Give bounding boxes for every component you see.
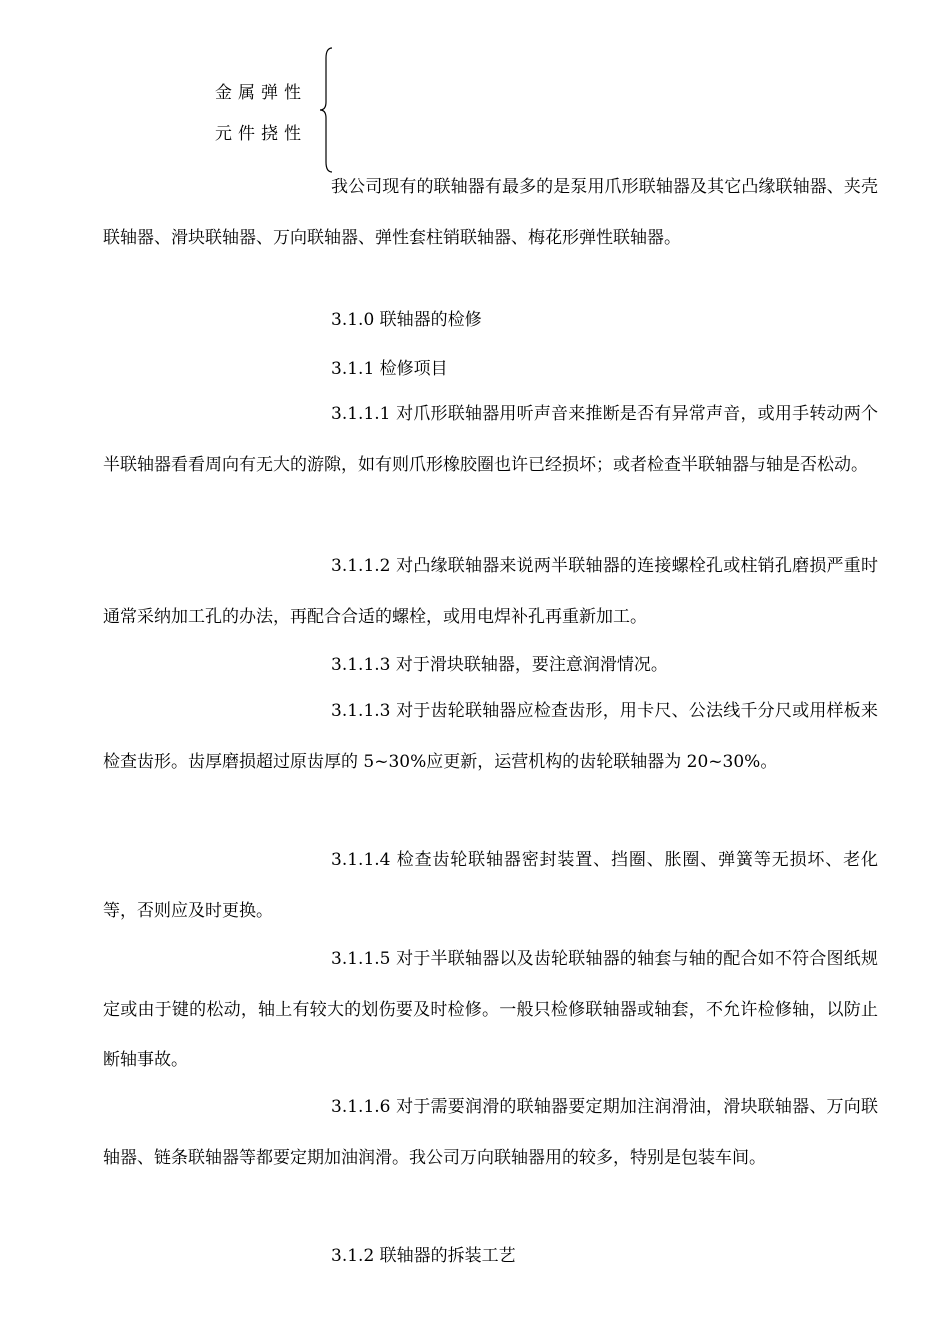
left-brace-icon: [318, 46, 338, 174]
heading-3-1-2: 3.1.2 联轴器的拆装工艺: [331, 1246, 516, 1266]
brace-label-metal-elastic: 金属弹性: [215, 83, 307, 103]
paragraph-3-1-1-1: 3.1.1.1 对爪形联轴器用听声音来推断是否有异常声音，或用手转动两个半联轴器看看周向有无大的游隙，如有则爪形橡胶圈也许已经损坏；或者检查半联轴器与轴是否松动。: [103, 404, 878, 475]
paragraph-3-1-1-2: 3.1.1.2 对凸缘联轴器来说两半联轴器的连接螺栓孔或柱销孔磨损严重时通常采纳加工孔的办法，再配合合适的螺栓，或用电焊补孔再重新加工。: [103, 556, 878, 627]
paragraph-3-1-1-3-sliding: 3.1.1.3 对于滑块联轴器，要注意润滑情况。: [331, 655, 668, 675]
paragraph-3-1-1-4: 3.1.1.4 检查齿轮联轴器密封装置、挡圈、胀圈、弹簧等无损坏、老化等，否则应及时更换。: [103, 850, 878, 921]
paragraph-3-1-1-6: 3.1.1.6 对于需要润滑的联轴器要定期加注润滑油，滑块联轴器、万向联轴器、链条联轴器等都要定期加油润滑。我公司万向联轴器用的较多，特别是包装车间。: [103, 1097, 878, 1168]
intro-paragraph: 我公司现有的联轴器有最多的是泵用爪形联轴器及其它凸缘联轴器、夹壳联轴器、滑块联轴器、万向联轴器、弹性套柱销联轴器、梅花形弹性联轴器。: [103, 177, 878, 248]
heading-3-1-1: 3.1.1 检修项目: [331, 359, 448, 379]
brace-label-element-flexible: 元件挠性: [215, 124, 307, 144]
paragraph-3-1-1-3-gear: 3.1.1.3 对于齿轮联轴器应检查齿形，用卡尺、公法线千分尺或用样板来检查齿形。齿厚磨损超过原齿厚的 5~30%应更新，运营机构的齿轮联轴器为 20~30%。: [103, 701, 878, 772]
heading-3-1-0: 3.1.0 联轴器的检修: [331, 310, 482, 330]
paragraph-3-1-1-5: 3.1.1.5 对于半联轴器以及齿轮联轴器的轴套与轴的配合如不符合图纸规定或由于键的松动，轴上有较大的划伤要及时检修。一般只检修联轴器或轴套，不允许检修轴，以防止断轴事故。: [103, 949, 878, 1070]
